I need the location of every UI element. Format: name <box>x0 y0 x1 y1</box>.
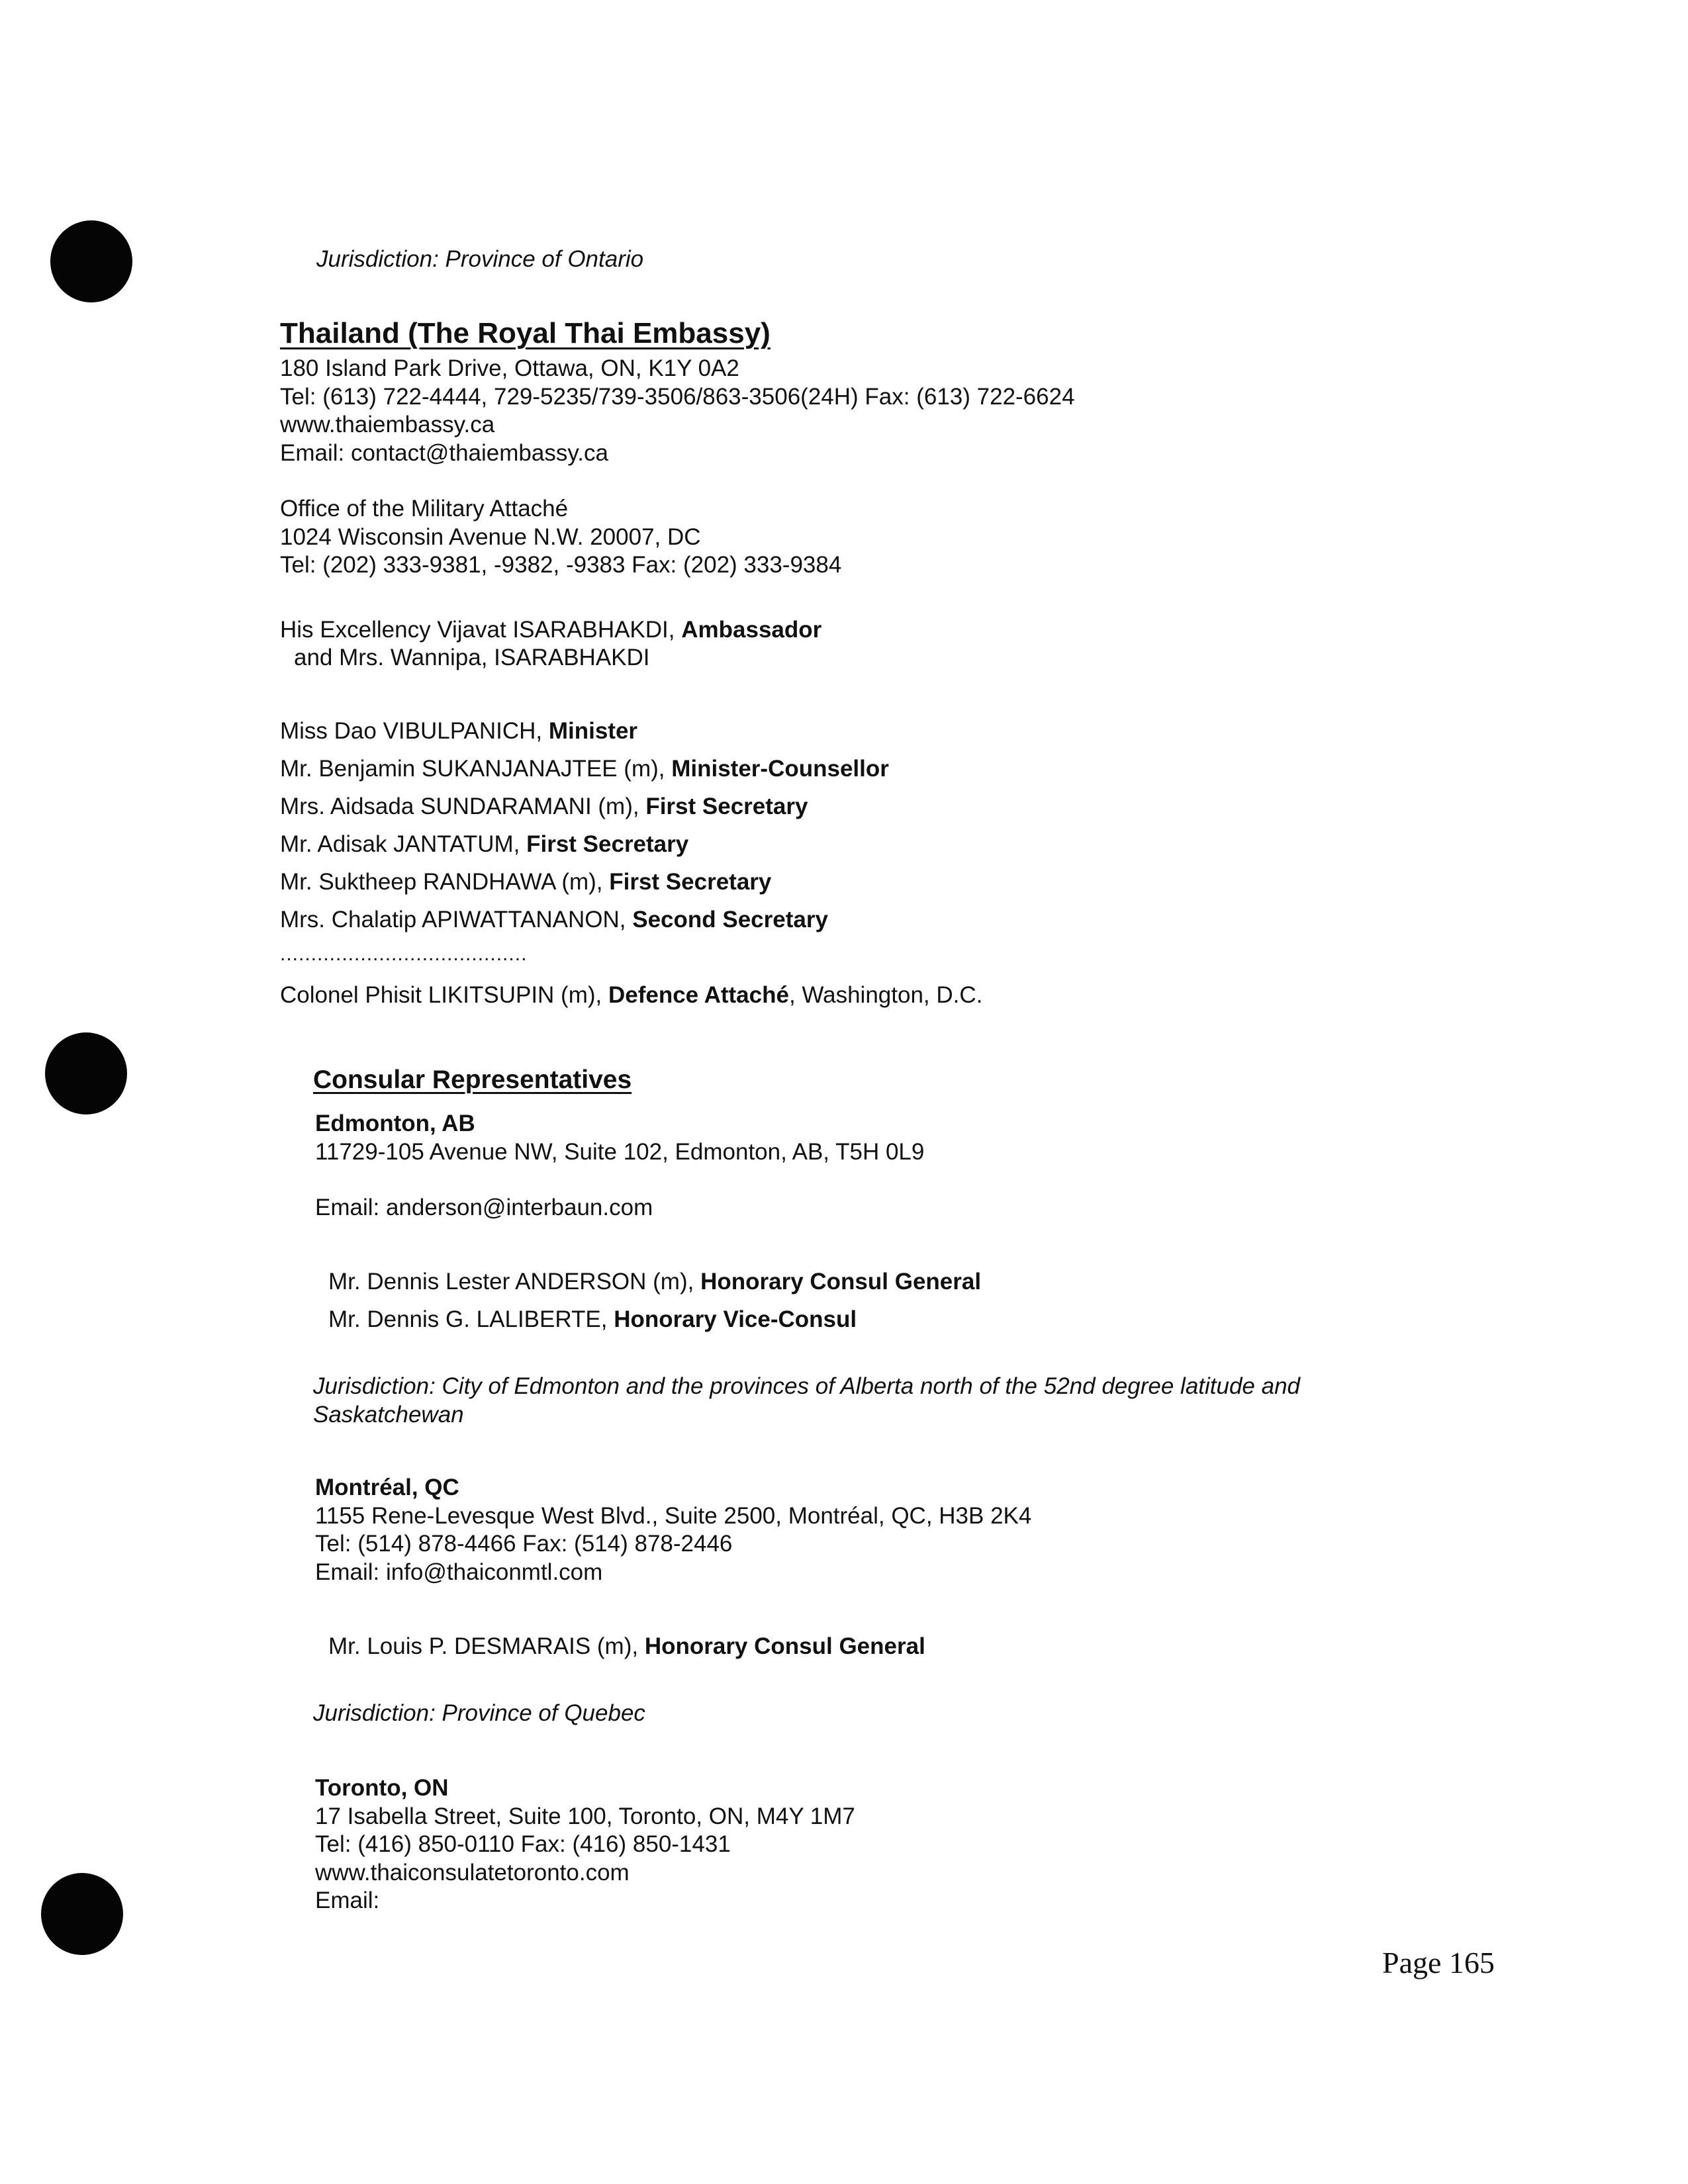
staff-title: Second Secretary <box>632 907 828 933</box>
montreal-email: Email: info@thaiconmtl.com <box>315 1559 603 1585</box>
staff-row <box>280 830 688 858</box>
staff-row <box>280 754 889 783</box>
staff-row <box>280 717 637 745</box>
consul-row <box>328 1267 981 1296</box>
toronto-email: Email: <box>315 1888 380 1913</box>
staff-row <box>280 792 808 821</box>
staff-name: Mr. Suktheep RANDHAWA (m), <box>280 869 610 895</box>
binder-hole-middle <box>45 1032 127 1115</box>
embassy-email: Email: contact@thaiembassy.ca <box>280 440 608 466</box>
consul-name: Mr. Louis P. DESMARAIS (m), <box>328 1633 645 1659</box>
staff-row <box>280 868 771 896</box>
attache-title: Defence Attaché <box>608 982 789 1008</box>
military-office-tel: Tel: (202) 333-9381, -9382, -9383 Fax: (202) 333-9384 <box>280 552 842 578</box>
consul-name: Mr. Dennis Lester ANDERSON (m), <box>328 1269 701 1295</box>
embassy-address: 180 Island Park Drive, Ottawa, ON, K1Y 0A2 <box>280 355 739 381</box>
attache-location: , Washington, D.C. <box>788 982 983 1008</box>
edmonton-jurisdiction-cont: Saskatchewan <box>313 1402 464 1428</box>
toronto-website: www.thaiconsulatetoronto.com <box>315 1860 630 1886</box>
toronto-tel: Tel: (416) 850-0110 Fax: (416) 850-1431 <box>315 1831 731 1857</box>
montreal-city: Montréal, QC <box>315 1475 459 1500</box>
embassy-tel: Tel: (613) 722-4444, 729-5235/739-3506/863-3506(24H) Fax: (613) 722-6624 <box>280 384 1075 410</box>
defence-attache-line <box>280 981 982 1009</box>
edmonton-address: 11729-105 Avenue NW, Suite 102, Edmonton, AB, T5H 0L9 <box>315 1139 925 1165</box>
montreal-jurisdiction: Jurisdiction: Province of Quebec <box>313 1700 645 1726</box>
staff-name: Mrs. Aidsada SUNDARAMANI (m), <box>280 794 646 819</box>
staff-title: First Secretary <box>526 831 689 857</box>
staff-name: Mrs. Chalatip APIWATTANANON, <box>280 907 633 933</box>
ontario-jurisdiction: Jurisdiction: Province of Ontario <box>316 246 644 272</box>
staff-name: Miss Dao VIBULPANICH, <box>280 718 549 744</box>
attache-name: Colonel Phisit LIKITSUPIN (m), <box>280 982 608 1008</box>
embassy-heading: Thailand (The Royal Thai Embassy) <box>280 317 771 349</box>
page-number: Page 165 <box>1382 1946 1495 1979</box>
binder-hole-top <box>50 220 132 302</box>
ambassador-title: Ambassador <box>681 617 822 643</box>
consular-heading: Consular Representatives <box>313 1066 632 1094</box>
staff-name: Mr. Benjamin SUKANJANAJTEE (m), <box>280 756 672 782</box>
consul-title: Honorary Vice-Consul <box>614 1306 857 1332</box>
embassy-website: www.thaiembassy.ca <box>280 412 495 437</box>
staff-title: Minister-Counsellor <box>671 756 889 782</box>
staff-title: First Secretary <box>645 794 808 819</box>
ambassador-spouse: and Mrs. Wannipa, ISARABHAKDI <box>294 645 650 670</box>
dotted-separator: ........................................ <box>280 943 528 965</box>
edmonton-email: Email: anderson@interbaun.com <box>315 1195 653 1220</box>
toronto-city: Toronto, ON <box>315 1775 449 1801</box>
military-office-address: 1024 Wisconsin Avenue N.W. 20007, DC <box>280 524 701 550</box>
consul-title: Honorary Consul General <box>644 1633 925 1659</box>
staff-title: Minister <box>548 718 638 744</box>
military-office-name: Office of the Military Attaché <box>280 496 569 522</box>
consul-row <box>328 1305 857 1334</box>
toronto-address: 17 Isabella Street, Suite 100, Toronto, ON, M4Y 1M7 <box>315 1803 855 1829</box>
staff-row <box>280 905 828 934</box>
consul-title: Honorary Consul General <box>700 1269 982 1295</box>
staff-name: Mr. Adisak JANTATUM, <box>280 831 527 857</box>
ambassador-name: His Excellency Vijavat ISARABHAKDI, <box>280 617 682 643</box>
edmonton-jurisdiction: Jurisdiction: City of Edmonton and the provinces of Alberta north of the 52nd degree latitude and <box>313 1373 1301 1399</box>
montreal-tel: Tel: (514) 878-4466 Fax: (514) 878-2446 <box>315 1531 733 1557</box>
montreal-address: 1155 Rene-Levesque West Blvd., Suite 2500, Montréal, QC, H3B 2K4 <box>315 1503 1032 1529</box>
consul-row <box>328 1632 925 1661</box>
edmonton-city: Edmonton, AB <box>315 1111 475 1136</box>
staff-title: First Secretary <box>609 869 772 895</box>
binder-hole-bottom <box>41 1873 123 1955</box>
consul-name: Mr. Dennis G. LALIBERTE, <box>328 1306 614 1332</box>
ambassador-line <box>280 615 821 644</box>
